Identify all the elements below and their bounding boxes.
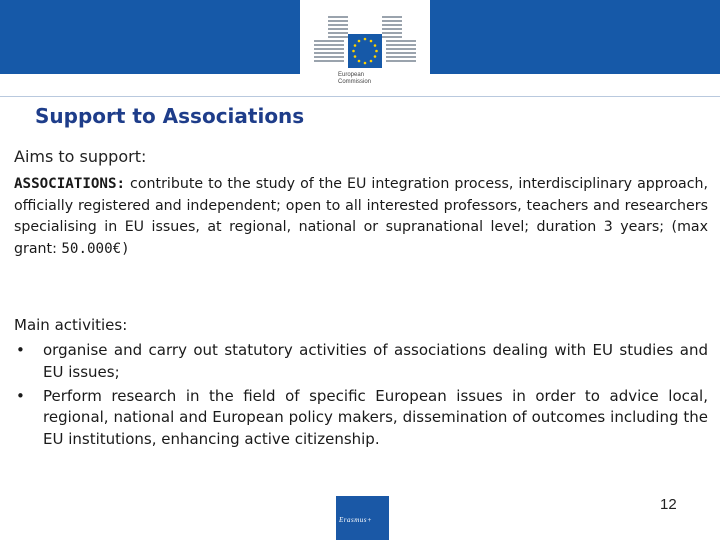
slide-subtitle: Aims to support: xyxy=(14,147,147,166)
header-divider xyxy=(0,96,720,97)
associations-paragraph xyxy=(14,174,708,260)
activity-text: organise and carry out statutory activities of associations dealing with EU studies and EU issues; xyxy=(43,341,708,381)
activity-text: Perform research in the field of specific European issues in order to advice local, regional, national and European policy makers, dissemination of outcomes including the EU institutions, enhancing active citizenship. xyxy=(43,386,708,449)
activities-list xyxy=(14,340,708,453)
erasmus-logo xyxy=(336,496,389,540)
list-item xyxy=(14,386,708,451)
paragraph-amount: 50.000€) xyxy=(61,240,130,257)
logo-caption-line1: European xyxy=(338,72,365,78)
logo-caption xyxy=(338,72,418,86)
erasmus-logo-text: Erasmus+ xyxy=(339,516,373,524)
page-number: 12 xyxy=(660,496,677,513)
bullet-icon: • xyxy=(16,341,25,359)
bullet-icon: • xyxy=(16,386,25,405)
paragraph-body: contribute to the study of the EU integration process, interdisciplinary approach, officially registered and independent; open to all interested professors, teachers and researchers specialising in EU issues, at regional, national or supranational level; duration 3 years; (max grant: xyxy=(14,176,708,257)
activities-heading: Main activities: xyxy=(14,316,128,334)
paragraph-lead: ASSOCIATIONS: xyxy=(14,176,126,192)
list-item xyxy=(14,340,708,384)
logo-caption-line2: Commission xyxy=(338,79,372,85)
commission-building-icon xyxy=(314,6,416,70)
european-commission-logo xyxy=(300,0,430,96)
slide-title: Support to Associations xyxy=(35,104,305,128)
